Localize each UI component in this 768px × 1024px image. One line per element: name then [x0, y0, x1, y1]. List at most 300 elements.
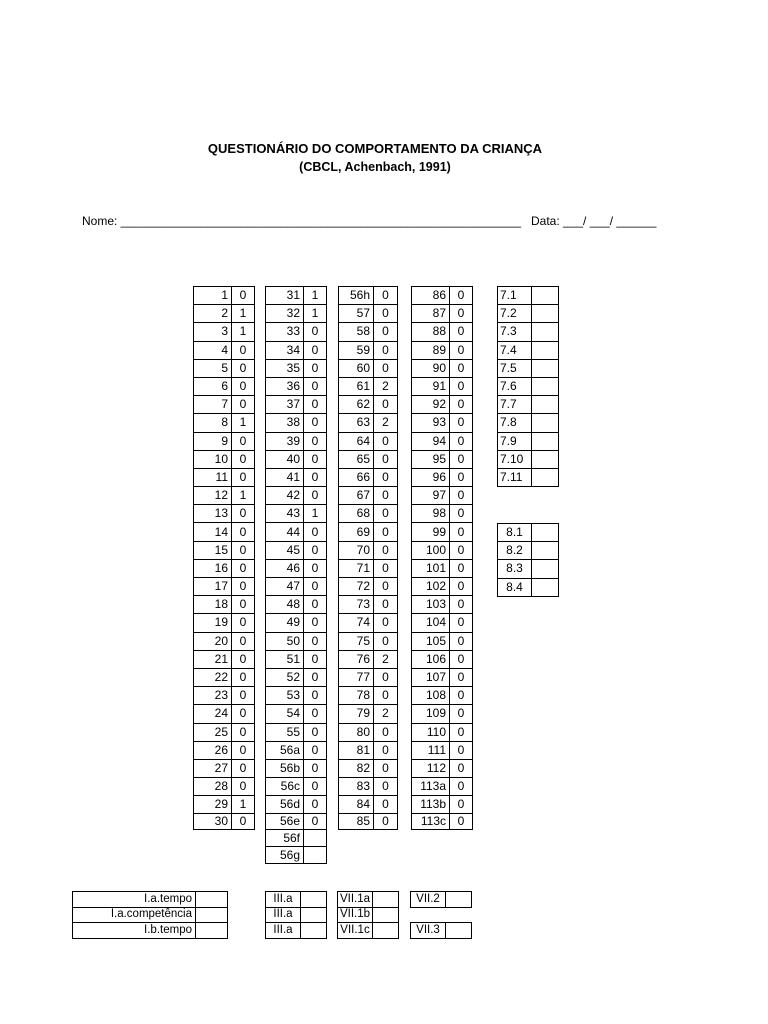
score-cell: 0: [304, 668, 327, 686]
table-row: [339, 668, 398, 686]
section-8-table: [497, 523, 559, 597]
score-cell: 0: [232, 668, 255, 686]
item-label: 7.8: [498, 414, 532, 432]
score-cell: [532, 396, 559, 414]
table-row: [266, 578, 327, 596]
table-row: [412, 687, 473, 705]
score-cell: 0: [232, 359, 255, 377]
item-label: 7.7: [498, 396, 532, 414]
score-cell: 0: [450, 305, 473, 323]
score-cell: 0: [450, 578, 473, 596]
score-cell: [532, 524, 559, 542]
item-label: 23: [194, 687, 232, 705]
item-label: 56f: [266, 830, 304, 847]
table-row: [412, 559, 473, 577]
item-label: VII.1b: [338, 907, 373, 923]
table-row: [194, 723, 255, 741]
item-label: 4: [194, 341, 232, 359]
score-cell: 0: [374, 359, 398, 377]
score-cell: 0: [304, 523, 327, 541]
table-row: [194, 377, 255, 395]
item-label: 35: [266, 359, 304, 377]
table-row: [339, 432, 398, 450]
score-cell: 0: [450, 723, 473, 741]
score-cell: 0: [304, 632, 327, 650]
table-row: [266, 614, 327, 632]
table-row: [266, 650, 327, 668]
item-label: 71: [339, 559, 374, 577]
table-row: [266, 687, 327, 705]
score-cell: 1: [304, 505, 327, 523]
table-row: [266, 923, 327, 939]
item-label: 6: [194, 377, 232, 395]
table-row: [411, 907, 472, 923]
item-label: 75: [339, 632, 374, 650]
item-label: 8: [194, 414, 232, 432]
table-row: [412, 396, 473, 414]
score-cell: [532, 323, 559, 341]
score-cell: 0: [450, 505, 473, 523]
score-cell: [532, 468, 559, 486]
item-label: 105: [412, 632, 450, 650]
table-row: [412, 650, 473, 668]
item-score-table-4: [411, 286, 473, 830]
item-label: 102: [412, 578, 450, 596]
item-label: 84: [339, 796, 374, 814]
score-cell: 0: [304, 614, 327, 632]
item-label: 78: [339, 687, 374, 705]
item-label: 28: [194, 778, 232, 796]
table-row: [412, 614, 473, 632]
score-cell: 0: [304, 432, 327, 450]
table-row: [412, 432, 473, 450]
item-label: 54: [266, 705, 304, 723]
item-label: 110: [412, 723, 450, 741]
table-row: [266, 847, 327, 864]
score-cell: 0: [232, 432, 255, 450]
table-row: [266, 432, 327, 450]
item-label: 74: [339, 614, 374, 632]
score-cell: [301, 892, 327, 908]
item-label: 60: [339, 359, 374, 377]
item-label: 39: [266, 432, 304, 450]
score-cell: 0: [450, 541, 473, 559]
table-row: [412, 323, 473, 341]
table-row: [194, 687, 255, 705]
score-cell: 0: [232, 377, 255, 395]
section-7-table: [497, 286, 559, 487]
score-cell: 0: [232, 632, 255, 650]
score-cell: 0: [304, 468, 327, 486]
score-cell: [532, 432, 559, 450]
table-row: [412, 596, 473, 614]
bottom-table-competence: [72, 891, 228, 939]
table-row: [194, 596, 255, 614]
item-label: 10: [194, 450, 232, 468]
score-cell: 0: [374, 541, 398, 559]
score-cell: 0: [450, 559, 473, 577]
score-cell: [196, 923, 228, 939]
score-cell: 0: [374, 759, 398, 777]
item-label: 21: [194, 650, 232, 668]
score-cell: 2: [374, 650, 398, 668]
item-label: 97: [412, 487, 450, 505]
item-label: 31: [266, 287, 304, 305]
table-row: [194, 396, 255, 414]
table-row: [498, 450, 559, 468]
item-label: 53: [266, 687, 304, 705]
score-cell: 0: [232, 468, 255, 486]
score-cell: 0: [304, 414, 327, 432]
table-row: [194, 323, 255, 341]
item-label: 20: [194, 632, 232, 650]
item-label: 109: [412, 705, 450, 723]
table-row: [339, 541, 398, 559]
item-label: 108: [412, 687, 450, 705]
score-cell: 0: [304, 650, 327, 668]
score-cell: 0: [374, 341, 398, 359]
score-cell: 0: [374, 468, 398, 486]
item-label: VII.3: [411, 923, 446, 939]
table-row: [412, 814, 473, 830]
table-row: [266, 377, 327, 395]
table-row: [412, 305, 473, 323]
table-row: [194, 705, 255, 723]
item-label: 30: [194, 814, 232, 830]
item-label: 62: [339, 396, 374, 414]
table-row: [266, 778, 327, 796]
item-label: 17: [194, 578, 232, 596]
score-cell: 0: [232, 578, 255, 596]
item-label: I.a.tempo: [73, 892, 196, 908]
item-label: 52: [266, 668, 304, 686]
table-row: [412, 468, 473, 486]
item-label: 69: [339, 523, 374, 541]
score-cell: 0: [232, 650, 255, 668]
item-label: 26: [194, 741, 232, 759]
item-label: 49: [266, 614, 304, 632]
table-row: [339, 759, 398, 777]
item-label: 101: [412, 559, 450, 577]
table-row: [194, 796, 255, 814]
item-label: 32: [266, 305, 304, 323]
score-cell: 0: [450, 396, 473, 414]
item-label: 56h: [339, 287, 374, 305]
score-cell: [373, 923, 399, 939]
score-cell: 0: [304, 450, 327, 468]
name-field-line: Nome: ____________________________________________________________: [82, 214, 522, 228]
form-subtitle: (CBCL, Achenbach, 1991): [299, 160, 451, 174]
item-score-table-3: [338, 286, 398, 830]
table-row: [498, 578, 559, 596]
score-cell: 0: [374, 559, 398, 577]
table-row: [194, 505, 255, 523]
item-label: 19: [194, 614, 232, 632]
score-cell: 0: [304, 377, 327, 395]
item-label: 47: [266, 578, 304, 596]
table-row: [266, 741, 327, 759]
table-row: [338, 892, 399, 908]
table-row: [194, 414, 255, 432]
item-label: 8.1: [498, 524, 532, 542]
table-row: [412, 341, 473, 359]
score-cell: 0: [304, 741, 327, 759]
item-label: 36: [266, 377, 304, 395]
table-row: [194, 741, 255, 759]
item-label: 99: [412, 523, 450, 541]
table-row: [339, 596, 398, 614]
table-row: [339, 450, 398, 468]
table-row: [339, 705, 398, 723]
table-row: [498, 524, 559, 542]
table-row: [339, 341, 398, 359]
score-cell: 0: [304, 705, 327, 723]
item-label: 57: [339, 305, 374, 323]
date-field-line: Data: ___/ ___/ ______: [531, 214, 657, 228]
table-row: [266, 723, 327, 741]
table-row: [339, 396, 398, 414]
item-label: 65: [339, 450, 374, 468]
score-cell: 0: [450, 377, 473, 395]
item-label: 8.3: [498, 560, 532, 578]
table-row: [498, 396, 559, 414]
item-label: 33: [266, 323, 304, 341]
score-cell: [532, 359, 559, 377]
score-cell: 1: [232, 305, 255, 323]
table-row: [194, 632, 255, 650]
table-row: [411, 892, 472, 908]
item-label: [411, 907, 446, 923]
table-row: [498, 305, 559, 323]
score-cell: 0: [374, 741, 398, 759]
item-label: 90: [412, 359, 450, 377]
table-row: [194, 450, 255, 468]
score-cell: 0: [450, 814, 473, 830]
score-cell: 0: [374, 396, 398, 414]
score-cell: 0: [450, 596, 473, 614]
item-label: 7.10: [498, 450, 532, 468]
score-cell: 0: [304, 359, 327, 377]
item-label: 66: [339, 468, 374, 486]
score-cell: [532, 414, 559, 432]
item-label: 103: [412, 596, 450, 614]
score-cell: 0: [374, 596, 398, 614]
score-cell: 0: [232, 341, 255, 359]
table-row: [498, 432, 559, 450]
item-label: 1: [194, 287, 232, 305]
score-cell: [532, 377, 559, 395]
item-score-table-1: [193, 286, 255, 830]
table-row: [194, 759, 255, 777]
item-label: 61: [339, 377, 374, 395]
score-cell: 0: [374, 505, 398, 523]
item-label: 83: [339, 778, 374, 796]
item-label: 58: [339, 323, 374, 341]
score-cell: 0: [232, 450, 255, 468]
item-label: 113a: [412, 778, 450, 796]
table-row: [412, 632, 473, 650]
table-row: [412, 741, 473, 759]
score-cell: 0: [232, 505, 255, 523]
table-row: [412, 778, 473, 796]
score-cell: 0: [232, 778, 255, 796]
score-cell: 1: [232, 487, 255, 505]
item-label: 45: [266, 541, 304, 559]
table-row: [73, 923, 228, 939]
item-label: 8.2: [498, 542, 532, 560]
score-cell: 0: [304, 596, 327, 614]
table-row: [412, 450, 473, 468]
score-cell: 0: [450, 759, 473, 777]
bottom-table-vii: [410, 891, 472, 939]
score-cell: 0: [374, 614, 398, 632]
item-label: VII.1a: [338, 892, 373, 908]
score-cell: 0: [304, 396, 327, 414]
table-row: [498, 323, 559, 341]
item-label: 91: [412, 377, 450, 395]
score-cell: 0: [304, 687, 327, 705]
table-row: [194, 814, 255, 830]
item-label: 87: [412, 305, 450, 323]
score-cell: 1: [232, 323, 255, 341]
item-label: 41: [266, 468, 304, 486]
item-label: 18: [194, 596, 232, 614]
score-cell: 0: [450, 341, 473, 359]
table-row: [339, 523, 398, 541]
score-cell: 1: [232, 414, 255, 432]
item-label: 56c: [266, 778, 304, 796]
score-cell: 0: [374, 814, 398, 830]
score-cell: [532, 287, 559, 305]
score-cell: 0: [374, 450, 398, 468]
item-label: 7.11: [498, 468, 532, 486]
item-label: 16: [194, 559, 232, 577]
table-row: [266, 414, 327, 432]
table-row: [412, 487, 473, 505]
table-row: [412, 668, 473, 686]
table-row: [339, 723, 398, 741]
score-cell: 0: [232, 814, 255, 830]
item-label: 7.4: [498, 341, 532, 359]
table-row: [73, 892, 228, 908]
score-cell: 0: [374, 432, 398, 450]
score-cell: [532, 560, 559, 578]
table-row: [498, 287, 559, 305]
score-cell: 0: [232, 559, 255, 577]
item-label: 80: [339, 723, 374, 741]
table-row: [266, 759, 327, 777]
table-row: [498, 560, 559, 578]
score-cell: 0: [304, 341, 327, 359]
item-label: 111: [412, 741, 450, 759]
bottom-table-vii-1: [337, 891, 399, 939]
item-label: 106: [412, 650, 450, 668]
score-cell: 0: [304, 814, 327, 830]
score-cell: 0: [450, 796, 473, 814]
item-label: 98: [412, 505, 450, 523]
item-label: 8.4: [498, 578, 532, 596]
table-row: [339, 778, 398, 796]
table-row: [194, 432, 255, 450]
table-row: [194, 668, 255, 686]
item-label: 7.3: [498, 323, 532, 341]
table-row: [266, 796, 327, 814]
table-row: [194, 778, 255, 796]
table-row: [266, 359, 327, 377]
table-row: [266, 559, 327, 577]
score-cell: 0: [232, 723, 255, 741]
score-cell: [532, 542, 559, 560]
score-cell: 0: [450, 778, 473, 796]
item-label: 56d: [266, 796, 304, 814]
item-label: 56b: [266, 759, 304, 777]
bottom-table-iii: [265, 891, 327, 939]
score-cell: 2: [374, 377, 398, 395]
item-label: 72: [339, 578, 374, 596]
table-row: [266, 305, 327, 323]
table-row: [194, 341, 255, 359]
item-label: 51: [266, 650, 304, 668]
table-row: [498, 359, 559, 377]
table-row: [266, 632, 327, 650]
table-row: [194, 541, 255, 559]
score-cell: 0: [450, 487, 473, 505]
item-label: 59: [339, 341, 374, 359]
table-row: [498, 341, 559, 359]
table-row: [412, 705, 473, 723]
item-label: 42: [266, 487, 304, 505]
score-cell: 0: [374, 523, 398, 541]
score-cell: 0: [374, 287, 398, 305]
item-label: 56e: [266, 814, 304, 830]
item-label: 113b: [412, 796, 450, 814]
table-row: [339, 632, 398, 650]
item-label: III.a: [266, 907, 301, 923]
score-cell: [446, 892, 472, 908]
item-label: III.a: [266, 923, 301, 939]
item-label: 37: [266, 396, 304, 414]
score-cell: [373, 907, 399, 923]
score-cell: 0: [450, 668, 473, 686]
item-label: 107: [412, 668, 450, 686]
score-cell: 0: [450, 287, 473, 305]
item-label: 5: [194, 359, 232, 377]
item-label: 68: [339, 505, 374, 523]
score-cell: 0: [374, 668, 398, 686]
table-row: [339, 578, 398, 596]
table-row: [339, 287, 398, 305]
item-label: III.a: [266, 892, 301, 908]
item-label: 11: [194, 468, 232, 486]
table-row: [339, 468, 398, 486]
item-label: 100: [412, 541, 450, 559]
item-label: VII.1c: [338, 923, 373, 939]
form-title: QUESTIONÁRIO DO COMPORTAMENTO DA CRIANÇA: [207, 141, 543, 156]
score-cell: [446, 923, 472, 939]
table-row: [412, 359, 473, 377]
score-cell: 0: [304, 778, 327, 796]
table-row: [194, 468, 255, 486]
item-label: 24: [194, 705, 232, 723]
table-row: [266, 450, 327, 468]
item-label: 64: [339, 432, 374, 450]
table-row: [266, 907, 327, 923]
score-cell: 0: [232, 541, 255, 559]
table-row: [73, 907, 228, 923]
item-label: 40: [266, 450, 304, 468]
table-row: [412, 723, 473, 741]
score-cell: [304, 847, 327, 864]
